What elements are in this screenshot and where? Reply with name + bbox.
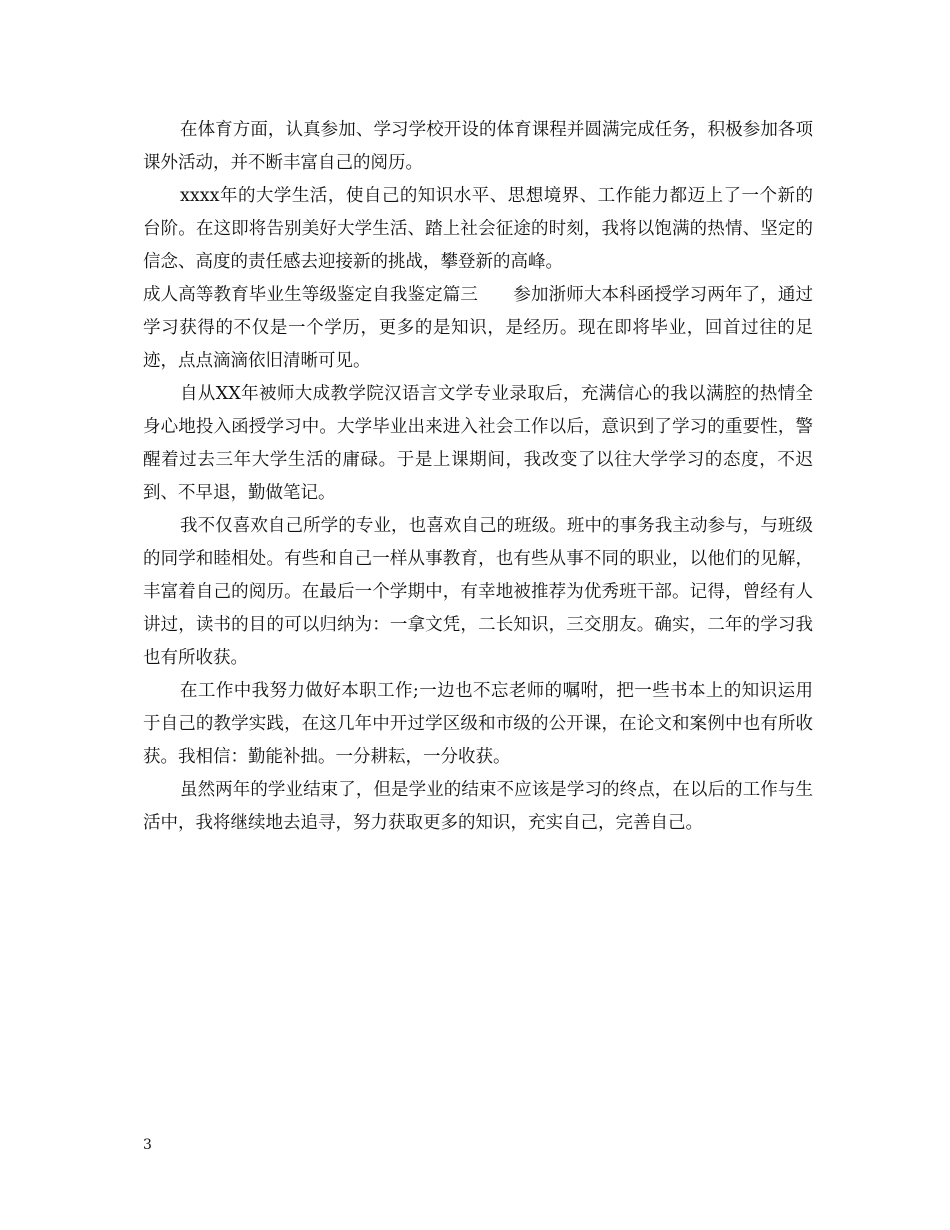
paragraph-sports: 在体育方面，认真参加、学习学校开设的体育课程并圆满完成任务，积极参加各项课外活动，并不断丰富自己的阅历。	[143, 120, 813, 173]
paragraph-conclusion: 虽然两年的学业结束了，但是学业的结束不应该是学习的终点，在以后的工作与生活中，我将继续地去追寻，努力获取更多的知识，充实自己，完善自己。	[143, 780, 813, 833]
document-body	[143, 114, 813, 840]
paragraph-enrollment: 自从XX年被师大成教学院汉语言文学专业录取后，充满信心的我以满腔的热情全身心地投入函授学习中。大学毕业出来进入社会工作以后，意识到了学习的重要性，警醒着过去三年大学生活的庸碌。于是上课期间，我改变了以往大学学习的态度，不迟到、不早退，勤做笔记。	[143, 384, 813, 503]
paragraph-section-three: 成人高等教育毕业生等级鉴定自我鉴定篇三 参加浙师大本科函授学习两年了，通过学习获得的不仅是一个学历，更多的是知识，是经历。现在即将毕业，回首过往的足迹，点点滴滴依旧清晰可见。	[143, 285, 813, 371]
paragraph-university-life: xxxx年的大学生活，使自己的知识水平、思想境界、工作能力都迈上了一个新的台阶。在这即将告别美好大学生活、踏上社会征途的时刻，我将以饱满的热情、坚定的信念、高度的责任感去迎接新的挑战，攀登新的高峰。	[143, 186, 813, 272]
page-number: 3	[143, 1137, 152, 1153]
paragraph-class: 我不仅喜欢自己所学的专业，也喜欢自己的班级。班中的事务我主动参与，与班级的同学和睦相处。有些和自己一样从事教育，也有些从事不同的职业，以他们的见解，丰富着自己的阅历。在最后一个学期中，有幸地被推荐为优秀班干部。记得，曾经有人讲过，读书的目的可以归纳为：一拿文凭，二长知识，三交朋友。确实，二年的学习我也有所收获。	[143, 516, 813, 668]
paragraph-work: 在工作中我努力做好本职工作;一边也不忘老师的嘱咐，把一些书本上的知识运用于自己的教学实践，在这几年中开过学区级和市级的公开课，在论文和案例中也有所收获。我相信：勤能补拙。一分耕耘，一分收获。	[143, 681, 813, 767]
